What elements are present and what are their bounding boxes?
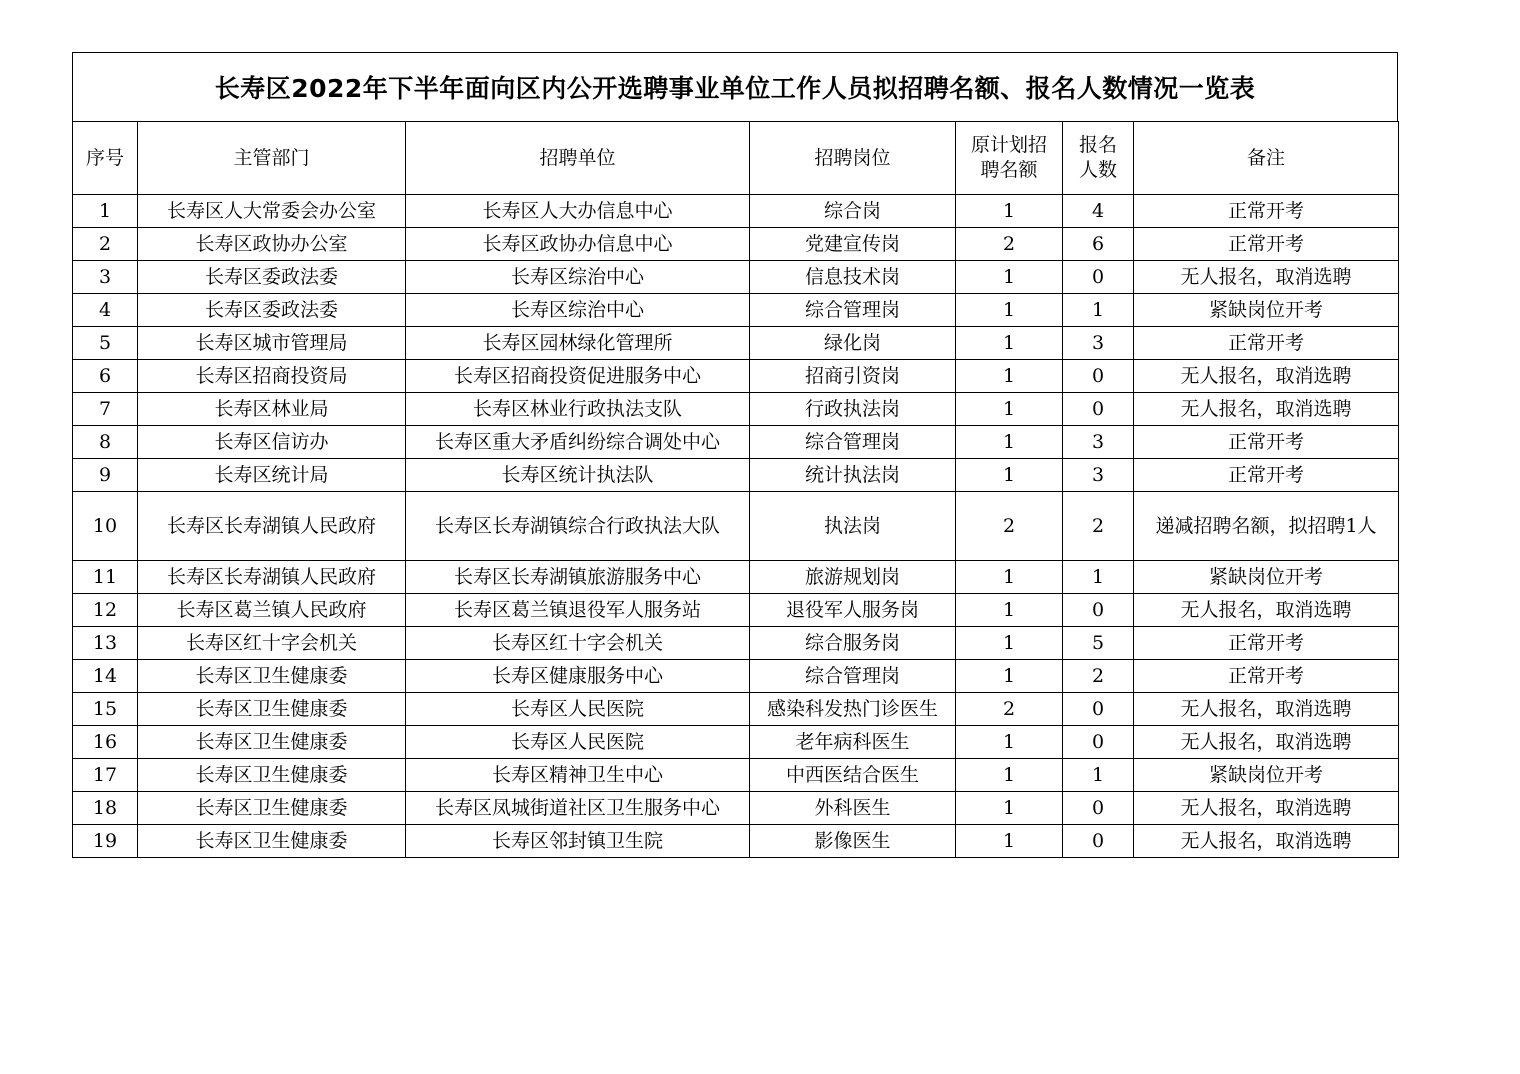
cell-unit: 长寿区长寿湖镇综合行政执法大队 — [406, 492, 750, 561]
cell-note: 正常开考 — [1134, 660, 1399, 693]
cell-note: 无人报名，取消选聘 — [1134, 825, 1399, 858]
cell-applicants: 4 — [1063, 195, 1134, 228]
cell-note: 正常开考 — [1134, 327, 1399, 360]
table-row — [73, 660, 1399, 693]
table-row — [73, 327, 1399, 360]
cell-unit: 长寿区凤城街道社区卫生服务中心 — [406, 792, 750, 825]
cell-post: 综合岗 — [750, 195, 956, 228]
cell-planned: 1 — [956, 726, 1063, 759]
header-planned-line1: 原计划招 — [970, 134, 1047, 156]
header-planned — [956, 122, 1063, 195]
header-note: 备注 — [1134, 122, 1399, 195]
cell-seq: 16 — [73, 726, 138, 759]
cell-applicants: 0 — [1063, 825, 1134, 858]
cell-applicants: 0 — [1063, 393, 1134, 426]
cell-seq: 14 — [73, 660, 138, 693]
table-row — [73, 360, 1399, 393]
cell-applicants: 0 — [1063, 726, 1134, 759]
cell-dept: 长寿区长寿湖镇人民政府 — [138, 561, 406, 594]
cell-applicants: 0 — [1063, 792, 1134, 825]
cell-seq: 1 — [73, 195, 138, 228]
cell-dept: 长寿区长寿湖镇人民政府 — [138, 492, 406, 561]
table-row — [73, 261, 1399, 294]
cell-planned: 1 — [956, 360, 1063, 393]
cell-dept: 长寿区城市管理局 — [138, 327, 406, 360]
cell-seq: 10 — [73, 492, 138, 561]
cell-note: 无人报名，取消选聘 — [1134, 393, 1399, 426]
cell-seq: 12 — [73, 594, 138, 627]
cell-unit: 长寿区重大矛盾纠纷综合调处中心 — [406, 426, 750, 459]
cell-applicants: 0 — [1063, 360, 1134, 393]
cell-planned: 1 — [956, 459, 1063, 492]
cell-seq: 11 — [73, 561, 138, 594]
cell-seq: 7 — [73, 393, 138, 426]
cell-post: 综合服务岗 — [750, 627, 956, 660]
cell-note: 递减招聘名额，拟招聘1人 — [1134, 492, 1399, 561]
table-row — [73, 393, 1399, 426]
cell-post: 绿化岗 — [750, 327, 956, 360]
header-post: 招聘岗位 — [750, 122, 956, 195]
cell-note: 正常开考 — [1134, 627, 1399, 660]
cell-planned: 1 — [956, 393, 1063, 426]
cell-dept: 长寿区委政法委 — [138, 261, 406, 294]
cell-unit: 长寿区长寿湖镇旅游服务中心 — [406, 561, 750, 594]
cell-applicants: 3 — [1063, 327, 1134, 360]
table-body — [73, 195, 1399, 858]
header-seq: 序号 — [73, 122, 138, 195]
cell-dept: 长寿区葛兰镇人民政府 — [138, 594, 406, 627]
cell-note: 正常开考 — [1134, 426, 1399, 459]
cell-planned: 1 — [956, 759, 1063, 792]
cell-unit: 长寿区人大办信息中心 — [406, 195, 750, 228]
cell-applicants: 0 — [1063, 594, 1134, 627]
cell-unit: 长寿区邻封镇卫生院 — [406, 825, 750, 858]
header-applicants-line2: 人数 — [1078, 159, 1117, 181]
cell-applicants: 1 — [1063, 759, 1134, 792]
cell-seq: 8 — [73, 426, 138, 459]
cell-planned: 1 — [956, 261, 1063, 294]
cell-note: 无人报名，取消选聘 — [1134, 693, 1399, 726]
cell-unit: 长寿区葛兰镇退役军人服务站 — [406, 594, 750, 627]
spreadsheet — [72, 52, 1398, 858]
cell-seq: 19 — [73, 825, 138, 858]
cell-unit: 长寿区园林绿化管理所 — [406, 327, 750, 360]
cell-post: 影像医生 — [750, 825, 956, 858]
table-row — [73, 492, 1399, 561]
cell-planned: 1 — [956, 594, 1063, 627]
header-planned-line2: 聘名额 — [980, 159, 1038, 181]
cell-seq: 13 — [73, 627, 138, 660]
cell-planned: 1 — [956, 426, 1063, 459]
header-unit: 招聘单位 — [406, 122, 750, 195]
cell-applicants: 6 — [1063, 228, 1134, 261]
cell-applicants: 3 — [1063, 459, 1134, 492]
cell-note: 无人报名，取消选聘 — [1134, 726, 1399, 759]
cell-note: 无人报名，取消选聘 — [1134, 792, 1399, 825]
table-row — [73, 825, 1399, 858]
table-row — [73, 195, 1399, 228]
cell-dept: 长寿区红十字会机关 — [138, 627, 406, 660]
cell-unit: 长寿区人民医院 — [406, 726, 750, 759]
recruitment-table — [72, 121, 1399, 858]
cell-seq: 6 — [73, 360, 138, 393]
cell-unit: 长寿区红十字会机关 — [406, 627, 750, 660]
table-row — [73, 726, 1399, 759]
cell-unit: 长寿区政协办信息中心 — [406, 228, 750, 261]
cell-dept: 长寿区统计局 — [138, 459, 406, 492]
cell-post: 招商引资岗 — [750, 360, 956, 393]
table-row — [73, 693, 1399, 726]
header-row — [73, 122, 1399, 195]
cell-seq: 5 — [73, 327, 138, 360]
cell-seq: 4 — [73, 294, 138, 327]
cell-dept: 长寿区卫生健康委 — [138, 825, 406, 858]
cell-note: 无人报名，取消选聘 — [1134, 261, 1399, 294]
cell-note: 紧缺岗位开考 — [1134, 561, 1399, 594]
cell-unit: 长寿区健康服务中心 — [406, 660, 750, 693]
cell-applicants: 3 — [1063, 426, 1134, 459]
cell-dept: 长寿区卫生健康委 — [138, 759, 406, 792]
cell-post: 老年病科医生 — [750, 726, 956, 759]
cell-planned: 1 — [956, 294, 1063, 327]
cell-applicants: 0 — [1063, 693, 1134, 726]
cell-seq: 18 — [73, 792, 138, 825]
cell-applicants: 2 — [1063, 492, 1134, 561]
table-row — [73, 792, 1399, 825]
cell-planned: 1 — [956, 792, 1063, 825]
table-row — [73, 594, 1399, 627]
cell-planned: 1 — [956, 627, 1063, 660]
table-row — [73, 759, 1399, 792]
cell-dept: 长寿区人大常委会办公室 — [138, 195, 406, 228]
cell-dept: 长寿区政协办公室 — [138, 228, 406, 261]
cell-planned: 1 — [956, 195, 1063, 228]
table-row — [73, 426, 1399, 459]
cell-planned: 2 — [956, 693, 1063, 726]
cell-planned: 2 — [956, 228, 1063, 261]
table-row — [73, 228, 1399, 261]
cell-note: 无人报名，取消选聘 — [1134, 360, 1399, 393]
cell-dept: 长寿区卫生健康委 — [138, 726, 406, 759]
cell-post: 党建宣传岗 — [750, 228, 956, 261]
table-row — [73, 627, 1399, 660]
cell-unit: 长寿区综治中心 — [406, 261, 750, 294]
cell-applicants: 5 — [1063, 627, 1134, 660]
cell-dept: 长寿区信访办 — [138, 426, 406, 459]
cell-seq: 3 — [73, 261, 138, 294]
cell-planned: 2 — [956, 492, 1063, 561]
cell-seq: 17 — [73, 759, 138, 792]
header-applicants — [1063, 122, 1134, 195]
header-applicants-line1: 报名 — [1078, 134, 1117, 156]
cell-unit: 长寿区综治中心 — [406, 294, 750, 327]
cell-post: 旅游规划岗 — [750, 561, 956, 594]
title-box — [72, 52, 1398, 121]
cell-note: 紧缺岗位开考 — [1134, 294, 1399, 327]
cell-planned: 1 — [956, 327, 1063, 360]
cell-post: 综合管理岗 — [750, 660, 956, 693]
cell-unit: 长寿区林业行政执法支队 — [406, 393, 750, 426]
cell-unit: 长寿区人民医院 — [406, 693, 750, 726]
cell-note: 紧缺岗位开考 — [1134, 759, 1399, 792]
cell-note: 正常开考 — [1134, 459, 1399, 492]
table-row — [73, 561, 1399, 594]
cell-applicants: 2 — [1063, 660, 1134, 693]
cell-post: 综合管理岗 — [750, 294, 956, 327]
cell-dept: 长寿区林业局 — [138, 393, 406, 426]
cell-post: 行政执法岗 — [750, 393, 956, 426]
cell-planned: 1 — [956, 825, 1063, 858]
cell-note: 无人报名，取消选聘 — [1134, 594, 1399, 627]
cell-dept: 长寿区卫生健康委 — [138, 693, 406, 726]
cell-post: 外科医生 — [750, 792, 956, 825]
cell-unit: 长寿区招商投资促进服务中心 — [406, 360, 750, 393]
cell-post: 执法岗 — [750, 492, 956, 561]
cell-dept: 长寿区卫生健康委 — [138, 660, 406, 693]
cell-post: 感染科发热门诊医生 — [750, 693, 956, 726]
table-row — [73, 459, 1399, 492]
cell-post: 退役军人服务岗 — [750, 594, 956, 627]
page-title: 长寿区2022年下半年面向区内公开选聘事业单位工作人员拟招聘名额、报名人数情况一览表 — [214, 74, 1256, 103]
cell-seq: 15 — [73, 693, 138, 726]
cell-dept: 长寿区招商投资局 — [138, 360, 406, 393]
cell-unit: 长寿区统计执法队 — [406, 459, 750, 492]
header-dept: 主管部门 — [138, 122, 406, 195]
cell-post: 统计执法岗 — [750, 459, 956, 492]
cell-planned: 1 — [956, 561, 1063, 594]
cell-dept: 长寿区卫生健康委 — [138, 792, 406, 825]
cell-post: 综合管理岗 — [750, 426, 956, 459]
cell-seq: 2 — [73, 228, 138, 261]
cell-planned: 1 — [956, 660, 1063, 693]
cell-post: 中西医结合医生 — [750, 759, 956, 792]
cell-note: 正常开考 — [1134, 228, 1399, 261]
cell-applicants: 1 — [1063, 561, 1134, 594]
cell-unit: 长寿区精神卫生中心 — [406, 759, 750, 792]
cell-note: 正常开考 — [1134, 195, 1399, 228]
cell-dept: 长寿区委政法委 — [138, 294, 406, 327]
cell-applicants: 1 — [1063, 294, 1134, 327]
table-row — [73, 294, 1399, 327]
cell-post: 信息技术岗 — [750, 261, 956, 294]
cell-applicants: 0 — [1063, 261, 1134, 294]
cell-seq: 9 — [73, 459, 138, 492]
